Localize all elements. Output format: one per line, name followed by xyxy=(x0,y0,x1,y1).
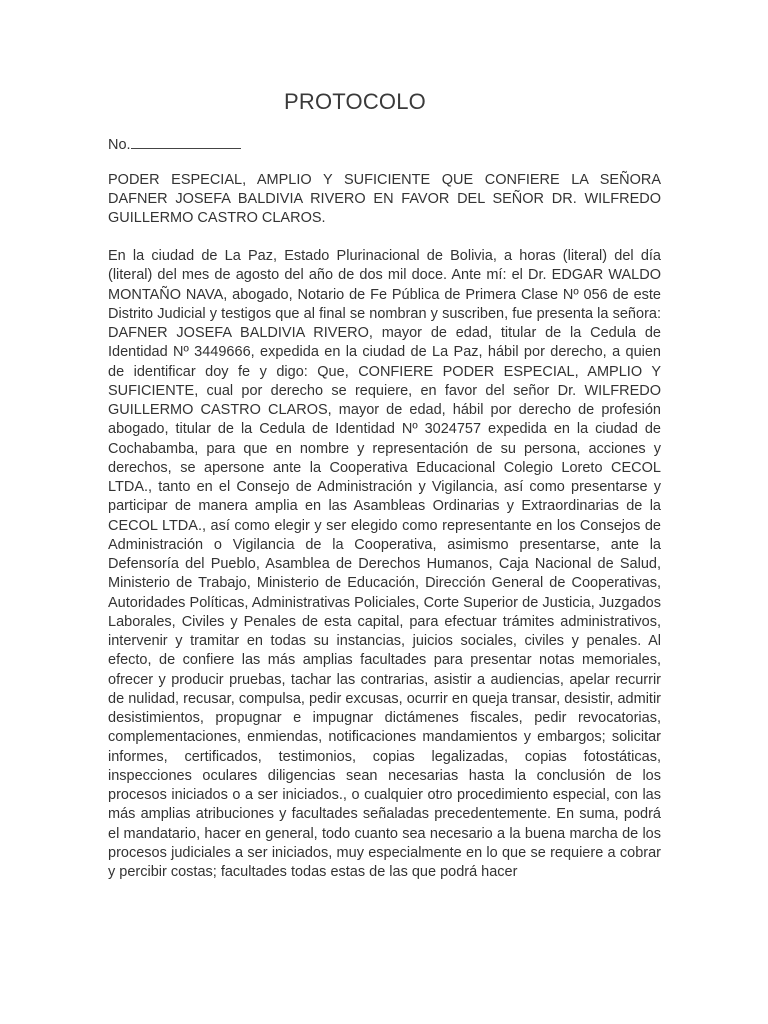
document-subject: PODER ESPECIAL, AMPLIO Y SUFICIENTE QUE CONFIERE LA SEÑORA DAFNER JOSEFA BALDIVIA RIVERO EN FAVOR DEL SEÑOR DR. WILFREDO GUILLERMO CASTRO CLAROS. xyxy=(108,172,661,226)
document-number-label: No. xyxy=(108,137,131,153)
document-body-paragraph: En la ciudad de La Paz, Estado Plurinacional de Bolivia, a horas (literal) del día (literal) del mes de agosto del año de dos mil doce. Ante mí: el Dr. EDGAR WALDO MONTAÑO NAVA, abogado, Notario de Fe Pública de Primera Clase Nº 056 de este Distrito Judicial y testigos que al final se nombran y suscriben, fue presenta la señora: DAFNER JOSEFA BALDIVIA RIVERO, mayor de edad, titular de la Cedula de Identidad Nº 3449666, expedida en la ciudad de La Paz, hábil por derecho, a quien de identificar doy fe y digo: Que, CONFIERE PODER ESPECIAL, AMPLIO Y SUFICIENTE, cual por derecho se requiere, en favor del señor Dr. WILFREDO GUILLERMO CASTRO CLAROS, mayor de edad, hábil por derecho de profesión abogado, titular de la Cedula de Identidad Nº 3024757 expedida en la ciudad de Cochabamba, para que en nombre y representación de su persona, acciones y derechos, se apersone ante la Cooperativa Educacional Colegio Loreto CECOL LTDA., tanto en el Consejo de Administración y Vigilancia, así como presentarse y participar de manera amplia en las Asambleas Ordinarias y Extraordinarias de la CECOL LTDA., así como elegir y ser elegido como representante en los Consejos de Administración o Vigilancia de la Cooperativa, asimismo presentarse, ante la Defensoría del Pueblo, Asamblea de Derechos Humanos, Caja Nacional de Salud, Ministerio de Trabajo, Ministerio de Educación, Dirección General de Cooperativas, Autoridades Políticas, Administrativas Policiales, Corte Superior de Justicia, Juzgados Laborales, Civiles y Penales de esta capital, para efectuar trámites administrativos, intervenir y tramitar en todas su instancias, juicios sociales, civiles y penales. Al efecto, de confiere las más amplias facultades para presentar notas memoriales, ofrecer y producir pruebas, tachar las contrarias, asistir a audiencias, apelar recurrir de nulidad, recusar, compulsa, pedir excusas, ocurrir en queja transar, desistir, admitir desistimientos, propugnar e impugnar dictámenes fiscales, pedir revocatorias, complementaciones, enmiendas, notificaciones mandamientos y embargos; solicitar informes, certificados, testimonios, copias legalizadas, copias fotostáticas, inspecciones oculares diligencias sean necesarias hasta la conclusión de los procesos iniciados o a ser iniciados., o cualquier otro procedimiento especial, con las más amplias atribuciones y facultades señaladas precedentemente. En suma, podrá el mandatario, hacer en general, todo cuanto sea necesario a la buena marcha de los procesos judiciales a ser iniciados, muy especialmente en lo que se requiere a cobrar y percibir costas; facultades todas estas de las que podrá hacer xyxy=(108,248,661,880)
document-number-line xyxy=(108,135,241,154)
document-number-blank xyxy=(131,135,241,149)
document-title: PROTOCOLO xyxy=(284,89,426,114)
